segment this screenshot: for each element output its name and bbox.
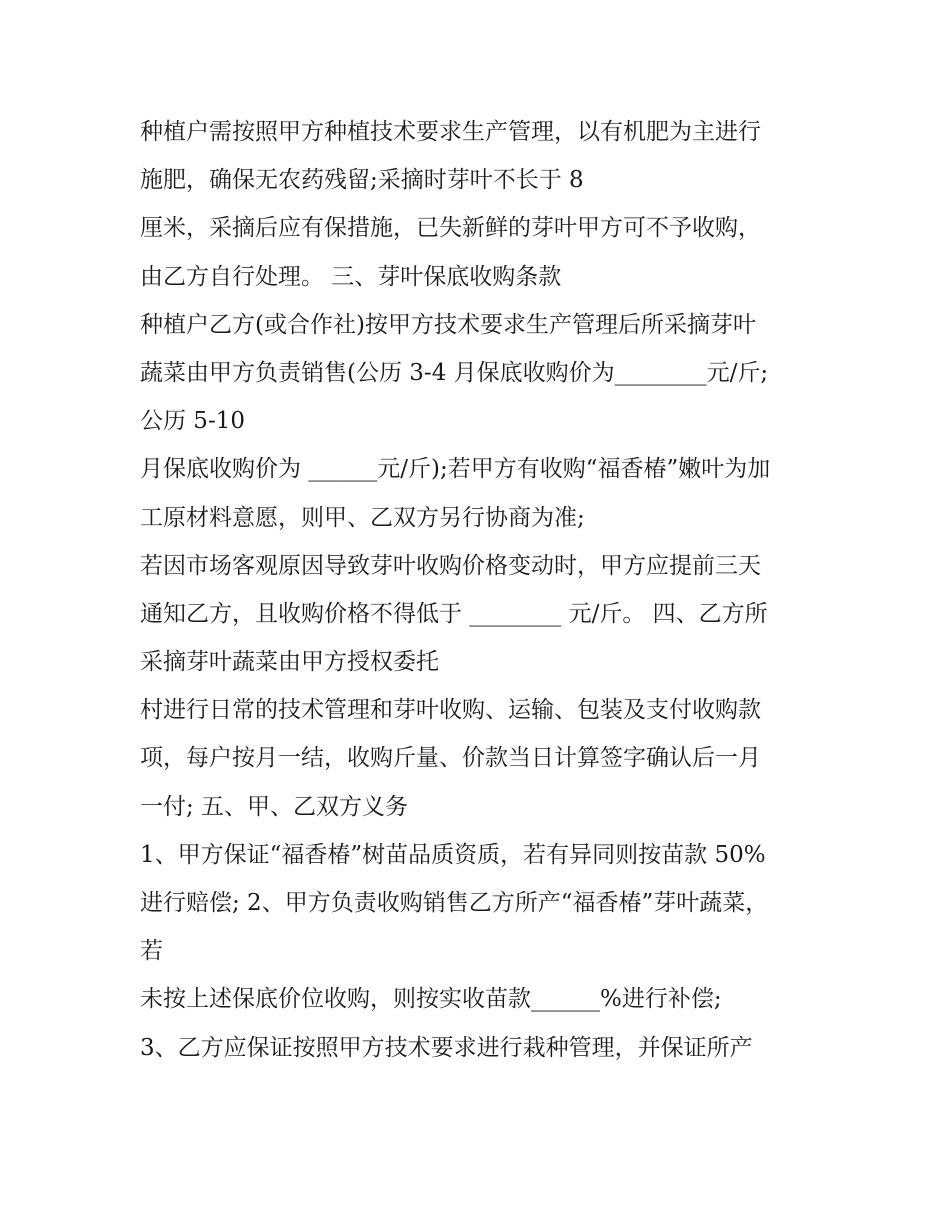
document-body <box>140 108 820 1072</box>
text-line: 通知乙方，且收购价格不得低于 ________ 元/斤。 四、乙方所 <box>140 600 768 627</box>
text-line: 一付; 五、甲、乙双方义务 <box>140 793 409 820</box>
text-line: 若因市场客观原因导致芽叶收购价格变动时，甲方应提前三天 <box>140 552 761 579</box>
text-line: 月保底收购价为 ______元/斤);若甲方有收购“福香椿”嫩叶为加 <box>140 456 771 483</box>
text-line: 未按上述保底价位收购，则按实收苗款______%进行补偿; <box>140 986 722 1013</box>
text-line: 1、甲方保证“福香椿”树苗品质资质，若有异同则按苗款 50% <box>140 841 766 868</box>
text-line: 公历 5-10 <box>140 408 245 435</box>
text-line: 村进行日常的技术管理和芽叶收购、运输、包装及支付收购款 <box>140 697 761 724</box>
text-line: 3、乙方应保证按照甲方技术要求进行栽种管理，并保证所产 <box>140 1034 753 1061</box>
text-line: 若 <box>140 938 163 965</box>
text-line: 蔬菜由甲方负责销售(公历 3-4 月保底收购价为________元/斤; <box>140 359 769 386</box>
text-line: 工原材料意愿，则甲、乙双方另行协商为准; <box>140 504 585 531</box>
text-line: 种植户需按照甲方种植技术要求生产管理，以有机肥为主进行 <box>140 119 761 145</box>
text-line: 采摘芽叶蔬菜由甲方授权委托 <box>140 649 439 676</box>
text-line: 项，每户按月一结，收购斤量、价款当日计算签字确认后一月 <box>140 745 761 772</box>
text-line: 种植户乙方(或合作社)按甲方技术要求生产管理后所采摘芽叶 <box>140 311 756 338</box>
text-line: 施肥，确保无农药残留;采摘时芽叶不长于 8 <box>140 167 584 194</box>
text-line: 由乙方自行处理。 三、芽叶保底收购条款 <box>140 263 562 290</box>
text-line: 进行赔偿; 2、甲方负责收购销售乙方所产“福香椿”芽叶蔬菜， <box>140 890 769 916</box>
text-line: 厘米，采摘后应有保措施，已失新鲜的芽叶甲方可不予收购， <box>140 215 761 242</box>
